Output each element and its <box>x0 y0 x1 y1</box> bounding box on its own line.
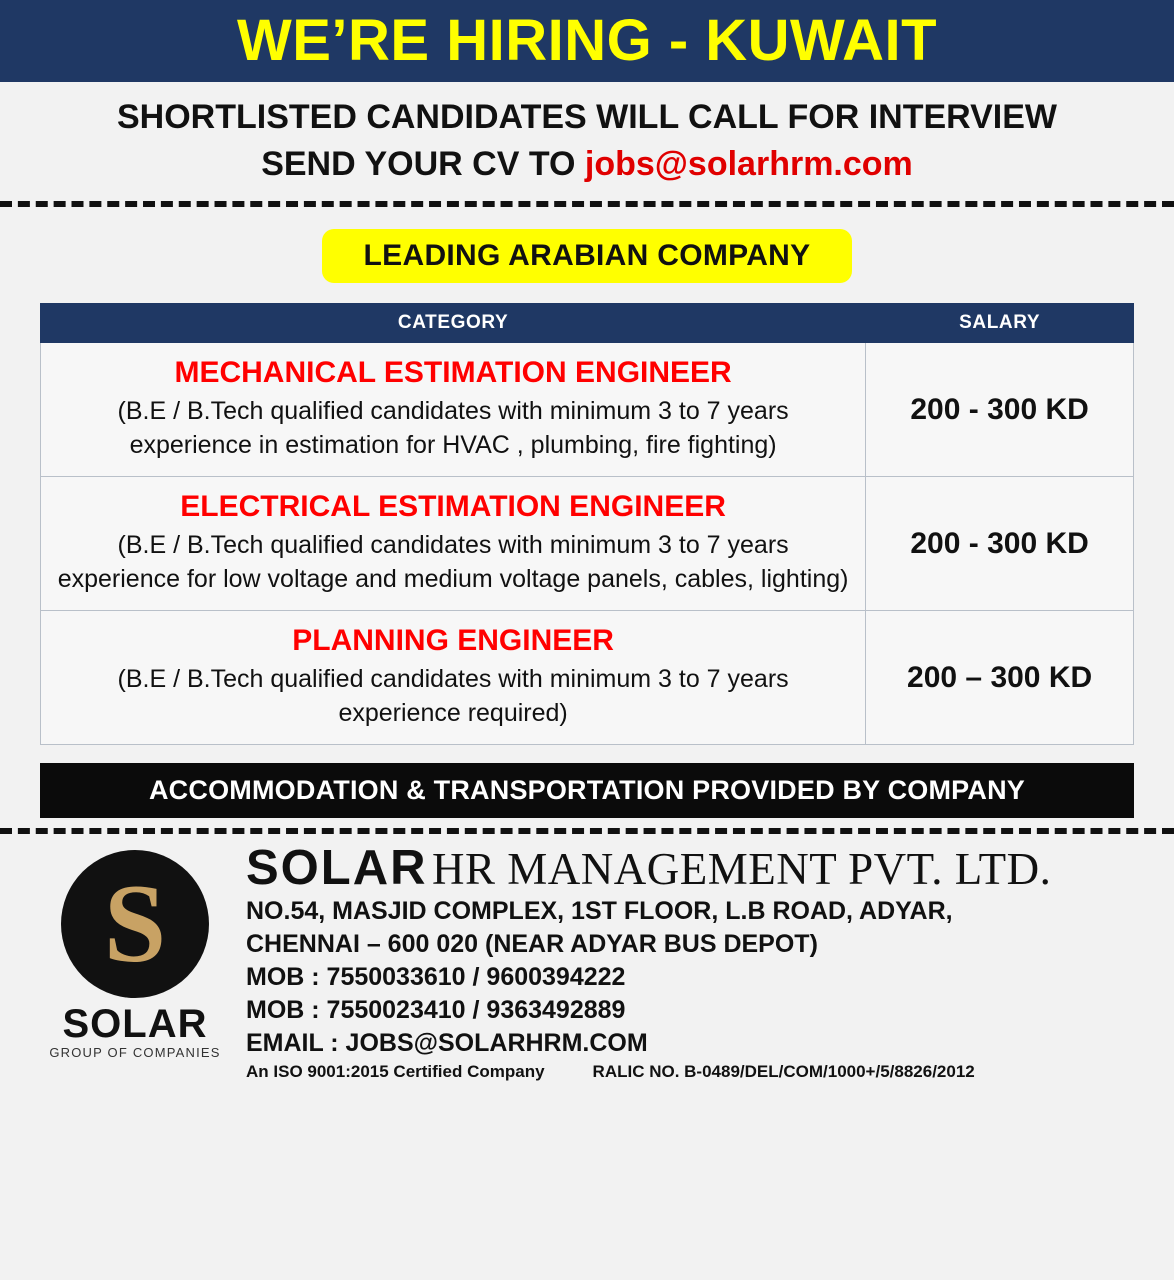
address-line-1: NO.54, MASJID COMPLEX, 1ST FLOOR, L.B ROAD, ADYAR, <box>246 897 953 925</box>
logo-letter: S <box>103 862 167 986</box>
job-description: (B.E / B.Tech qualified candidates with minimum 3 to 7 years experience in estimation for HVAC , plumbing, fire fighting) <box>117 397 789 459</box>
company-name-rest: HR MANAGEMENT PVT. LTD. <box>431 844 1052 894</box>
company-name <box>246 841 1154 895</box>
send-cv-label: SEND YOUR CV TO <box>261 144 585 183</box>
header-banner <box>0 0 1174 82</box>
job-category-cell <box>41 343 866 477</box>
column-header-category: CATEGORY <box>41 304 866 343</box>
job-salary-cell: 200 – 300 KD <box>866 611 1134 745</box>
table-row <box>41 611 1134 745</box>
company-info-block <box>240 841 1154 1082</box>
iso-certification: An ISO 9001:2015 Certified Company <box>246 1062 545 1081</box>
mobile-line-2[interactable]: MOB : 7550023410 / 9363492889 <box>246 996 626 1024</box>
job-salary-cell: 200 - 300 KD <box>866 477 1134 611</box>
company-highlight-row <box>0 229 1174 283</box>
subheader-block <box>0 82 1174 191</box>
column-header-salary: SALARY <box>866 304 1134 343</box>
leading-company-badge: LEADING ARABIAN COMPANY <box>322 229 853 283</box>
contact-email[interactable]: jobs@solarhrm.com <box>584 144 913 183</box>
job-salary-cell: 200 - 300 KD <box>866 343 1134 477</box>
logo-wordmark: SOLAR <box>62 1002 208 1046</box>
job-title: MECHANICAL ESTIMATION ENGINEER <box>174 356 732 389</box>
job-description: (B.E / B.Tech qualified candidates with minimum 3 to 7 years experience required) <box>117 665 789 727</box>
benefits-bar: ACCOMMODATION & TRANSPORTATION PROVIDED BY COMPANY <box>40 763 1134 818</box>
job-category-cell <box>41 611 866 745</box>
certification-row <box>246 1062 1154 1082</box>
page-title: WE’RE HIRING - KUWAIT <box>236 8 937 73</box>
divider-top <box>0 201 1174 207</box>
solar-logo-icon <box>61 850 209 998</box>
ralic-number: RALIC NO. B-0489/DEL/COM/1000+/5/8826/2012 <box>592 1062 975 1081</box>
mobile-line-1[interactable]: MOB : 7550033610 / 9600394222 <box>246 963 626 991</box>
table-header-row <box>41 304 1134 343</box>
footer-email[interactable]: EMAIL : JOBS@SOLARHRM.COM <box>246 1029 648 1057</box>
job-category-cell <box>41 477 866 611</box>
jobs-table <box>40 303 1134 745</box>
logo-block <box>30 844 240 1060</box>
company-name-brand: SOLAR <box>246 841 428 895</box>
table-row <box>41 343 1134 477</box>
footer <box>0 834 1174 1082</box>
table-row <box>41 477 1134 611</box>
shortlist-notice: SHORTLISTED CANDIDATES WILL CALL FOR INTERVIEW <box>116 98 1058 136</box>
logo-tagline: GROUP OF COMPANIES <box>49 1045 221 1060</box>
job-description: (B.E / B.Tech qualified candidates with minimum 3 to 7 years experience for low voltage and medium voltage panels, cables, lighting) <box>57 531 849 593</box>
address-line-2: CHENNAI – 600 020 (NEAR ADYAR BUS DEPOT) <box>246 930 818 958</box>
job-title: PLANNING ENGINEER <box>292 624 614 657</box>
job-title: ELECTRICAL ESTIMATION ENGINEER <box>180 490 726 523</box>
send-cv-line <box>10 143 1164 186</box>
